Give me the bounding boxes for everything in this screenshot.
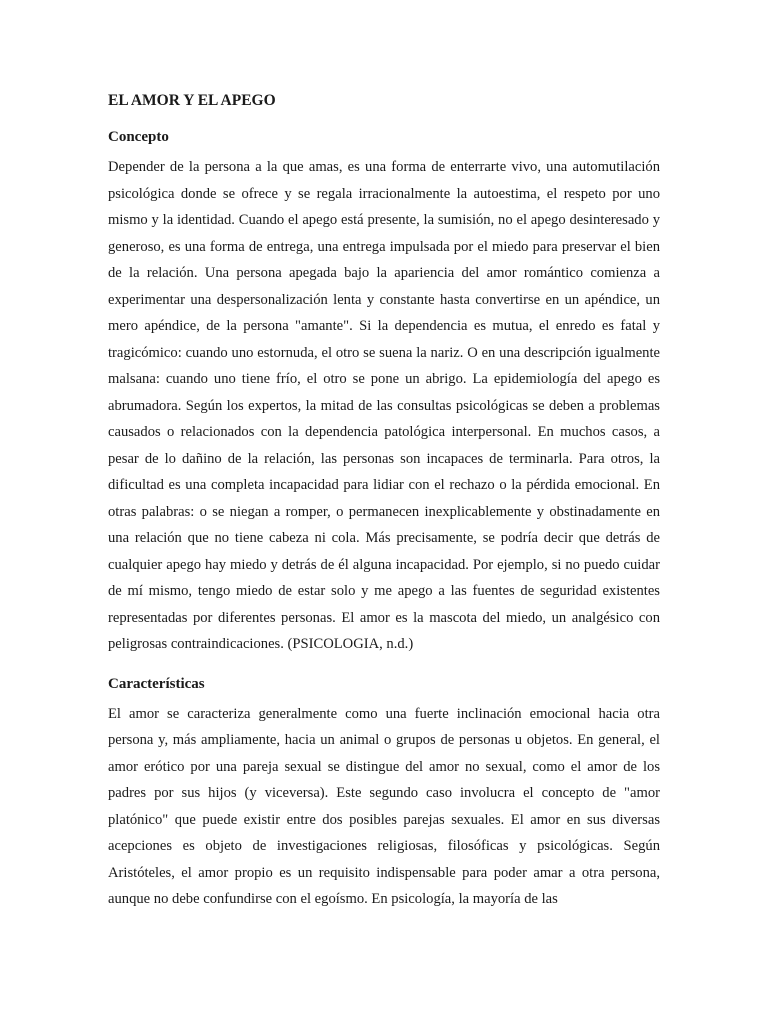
document-page (108, 88, 660, 913)
document-title: EL AMOR Y EL APEGO (108, 92, 276, 109)
section-spacer (108, 658, 660, 671)
section-heading-concepto: Concepto (108, 129, 169, 145)
section-paragraph-caracteristicas: El amor se caracteriza generalmente como una fuerte inclinación emocional hacia otra persona y, más ampliamente, hacia un animal o grupos de personas u objetos. En general, el amor erótico por una pareja sexual se distingue del amor no sexual, como el amor de los padres por sus hijos (y viceversa). Este segundo caso involucra el concepto de "amor platónico" que puede existir entre dos posibles parejas sexuales. El amor en sus diversas acepciones es objeto de investigaciones religiosas, filosóficas y psicológicas. Según Aristóteles, el amor propio es un requisito indispensable para poder amar a otra persona, aunque no debe confundirse con el egoísmo. En psicología, la mayoría de las (108, 705, 660, 907)
section-paragraph-concepto: Depender de la persona a la que amas, es una forma de enterrarte vivo, una automutilación psicológica donde se ofrece y se regala irracionalmente la autoestima, el respeto por uno mismo y la identidad. Cuando el apego está presente, la sumisión, no el apego desinteresado y generoso, es una forma de entrega, una entrega impulsada por el miedo para preservar el bien de la relación. Una persona apegada bajo la apariencia del amor romántico comienza a experimentar una despersonalización lenta y constante hasta convertirse en un apéndice, un mero apéndice, de la persona "amante". Si la dependencia es mutua, el enredo es fatal y tragicómico: cuando uno estornuda, el otro se suena la nariz. O en una descripción igualmente malsana: cuando uno tiene frío, el otro se pone un abrigo. La epidemiología del apego es abrumadora. Según los expertos, la mitad de las consultas psicológicas se deben a problemas causados o relacionados con la dependencia patológica interpersonal. En muchos casos, a pesar de lo dañino de la relación, las personas son incapaces de terminarla. Para otros, la dificultad es una completa incapacidad para lidiar con el rechazo o la pérdida emocional. En otras palabras: o se niegan a romper, o permanecen inexplicablemente y obstinadamente en una relación que no tiene cabeza ni cola. Más precisamente, se podría decir que detrás de cualquier apego hay miedo y detrás de él alguna incapacidad. Por ejemplo, si no puedo cuidar de mí mismo, tengo miedo de estar solo y me apego a las fuentes de seguridad existentes representadas por diferentes personas. El amor es la mascota del miedo, un analgésico con peligrosas contraindicaciones. (PSICOLOGIA, n.d.) (108, 159, 660, 652)
section-heading-caracteristicas: Características (108, 675, 205, 692)
